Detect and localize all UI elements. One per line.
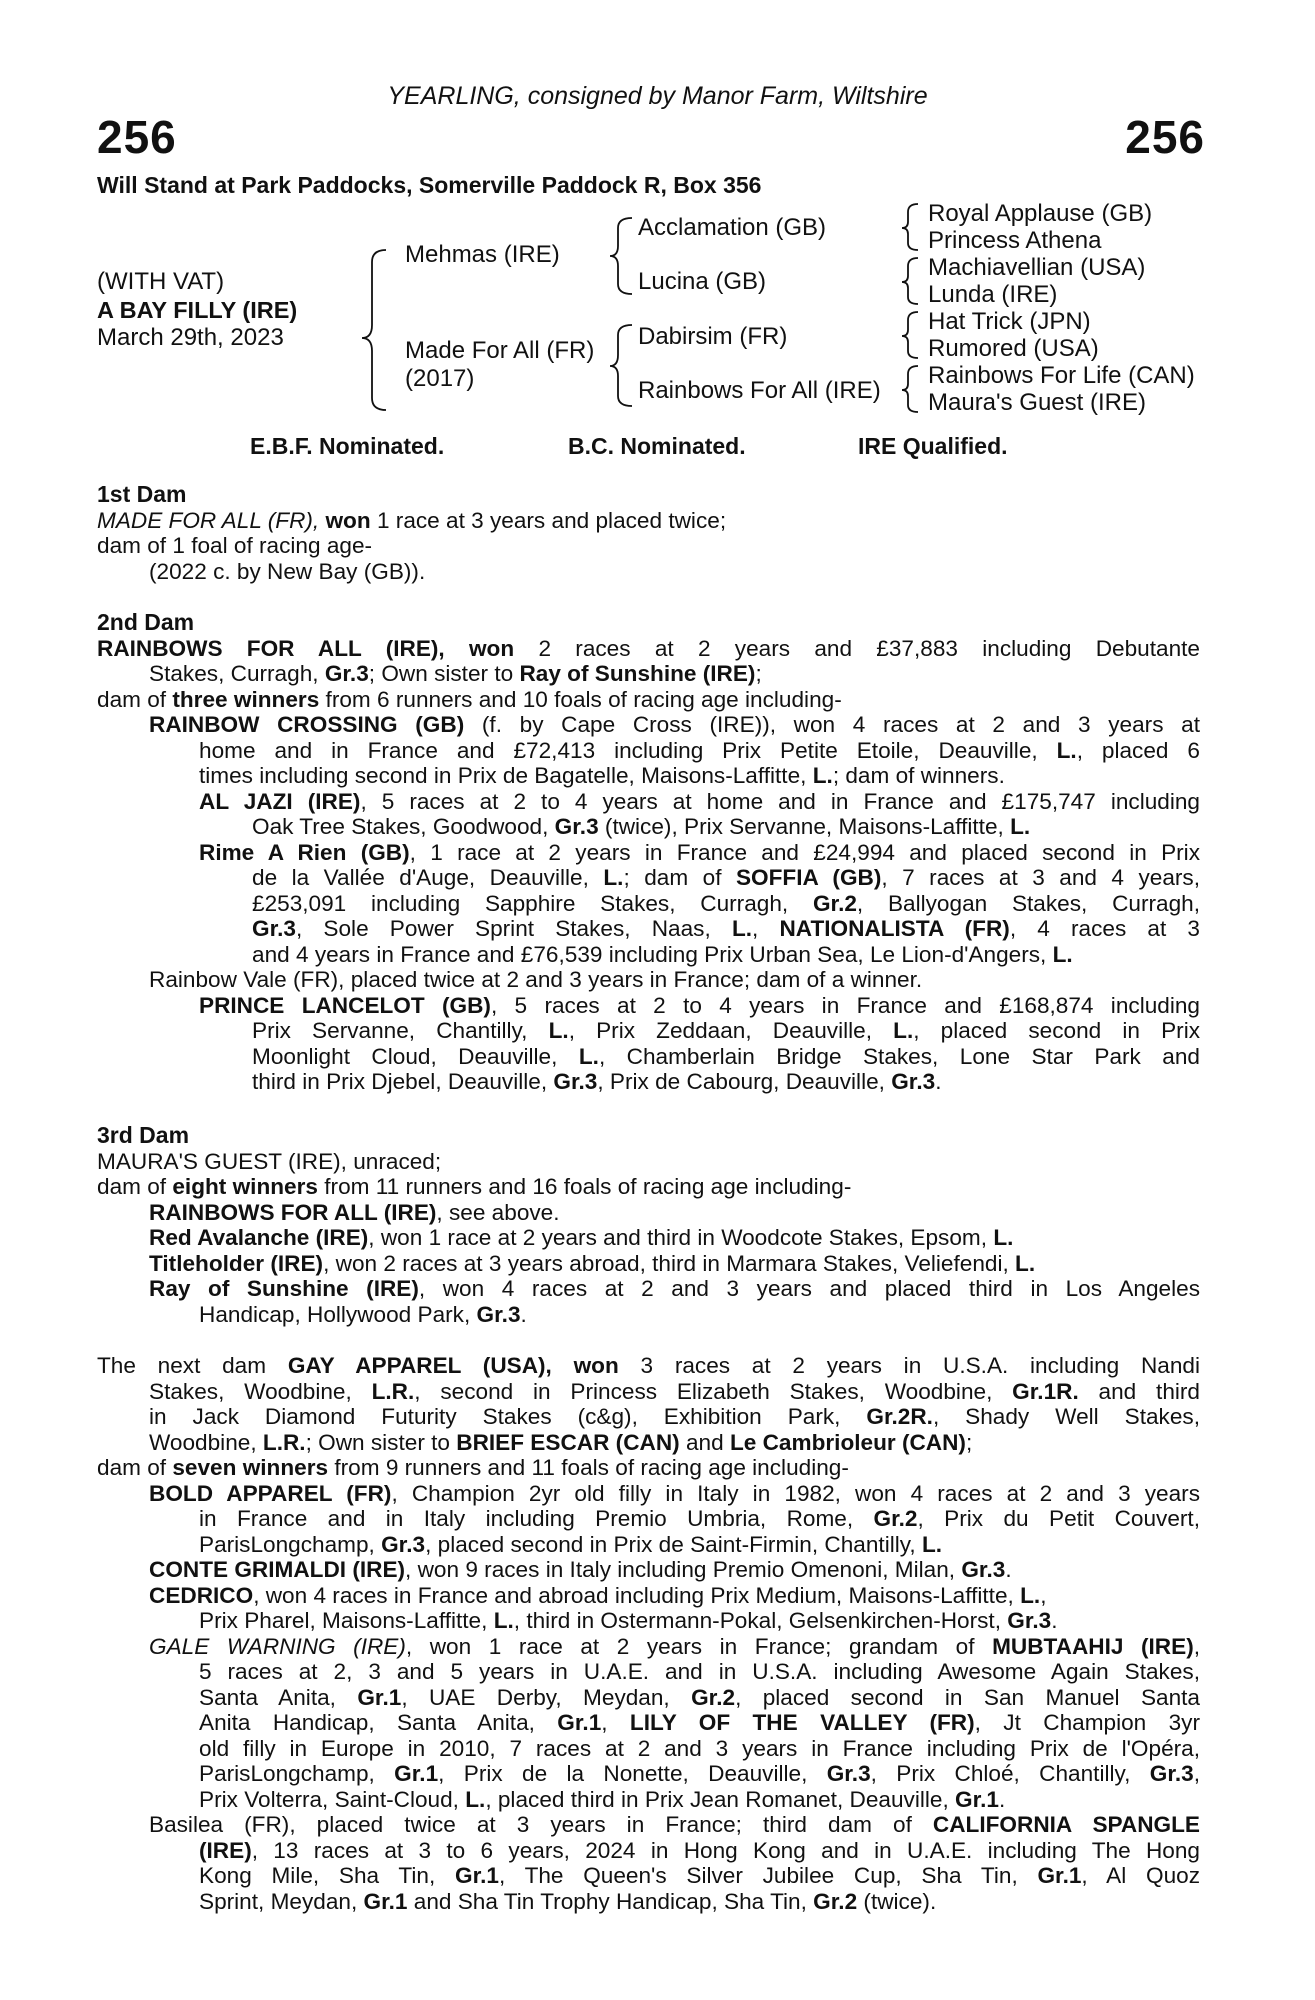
ggp-8: Maura's Guest (IRE) [928,389,1146,416]
dam-dam-name: Rainbows For All (IRE) [638,377,881,404]
first-dam-record: MADE FOR ALL (FR), won 1 race at 3 years and placed twice; [97,507,727,533]
vat-status: (WITH VAT) [97,268,225,295]
second-dam-heading: 2nd Dam [97,609,195,635]
bc-nomination: B.C. Nominated. [568,433,746,459]
second-dam-produce-summary: dam of three winners from 6 runners and 10 foals of racing age including- [97,686,842,712]
produce-cedrico: CEDRICO, won 4 races in France and abroad including Prix Medium, Maisons-Laffitte, L., [149,1582,1047,1608]
produce-gale-warning-cont3: Anita Handicap, Santa Anita, Gr.1, LILY OF THE VALLEY (FR), Jt Champion 3yr [199,1710,1200,1735]
produce-rainbow-crossing-cont2: times including second in Prix de Bagatelle, Maisons-Laffitte, L.; dam of winners. [199,763,1005,788]
produce-prince-lancelot-cont2: Moonlight Cloud, Deauville, L., Chamberlain Bridge Stakes, Lone Star Park and [252,1043,1200,1069]
third-dam-heading: 3rd Dam [97,1122,190,1148]
lot-number-left: 256 [97,111,177,163]
first-dam-foal: (2022 c. by New Bay (GB)). [149,558,426,584]
produce-bold-apparel-cont: in France and in Italy including Premio Umbria, Rome, Gr.2, Prix du Petit Couvert, [199,1506,1200,1531]
produce-ray-of-sunshine: Ray of Sunshine (IRE), won 4 races at 2 and 3 years and placed third in Los Angeles [149,1276,1201,1301]
horse-name: A BAY FILLY (IRE) [97,297,298,323]
produce-rime-a-rien-cont: de la Vallée d'Auge, Deauville, L.; dam of SOFFIA (GB), 7 races at 3 and 4 years, [252,865,1200,890]
produce-basilea-cont3: Sprint, Meydan, Gr.1 and Sha Tin Trophy Handicap, Sha Tin, Gr.2 (twice). [199,1888,937,1914]
next-dam-record-cont3: Woodbine, L.R.; Own sister to BRIEF ESCAR (CAN) and Le Cambrioleur (CAN); [149,1429,973,1455]
third-dam-produce-summary: dam of eight winners from 11 runners and 16 foals of racing age including- [97,1174,852,1199]
next-dam-record: The next dam GAY APPAREL (USA), won 3 races at 2 years in U.S.A. including Nandi [97,1353,1200,1378]
produce-gale-warning: GALE WARNING (IRE), won 1 race at 2 years in France; grandam of MUBTAAHIJ (IRE), [149,1633,1200,1659]
sire-sire-name: Acclamation (GB) [638,214,827,241]
produce-titleholder: Titleholder (IRE), won 2 races at 3 years abroad, third in Marmara Stakes, Veliefendi, L. [149,1250,1036,1276]
sire-dam-name: Lucina (GB) [638,268,767,295]
produce-prince-lancelot: PRINCE LANCELOT (GB), 5 races at 2 to 4 years in France and £168,874 including [199,992,1200,1018]
next-dam-produce-summary: dam of seven winners from 9 runners and 11 foals of racing age including- [97,1455,849,1480]
next-dam-record-cont: Stakes, Woodbine, L.R., second in Princess Elizabeth Stakes, Woodbine, Gr.1R. and third [149,1378,1200,1404]
ggp-7: Rainbows For Life (CAN) [928,362,1195,389]
third-dam-record: MAURA'S GUEST (IRE), unraced; [97,1148,442,1174]
produce-conte-grimaldi: CONTE GRIMALDI (IRE), won 9 races in Italy including Premio Omenoni, Milan, Gr.3. [149,1557,1012,1582]
ggp-1: Royal Applause (GB) [928,200,1153,227]
ebf-nomination: E.B.F. Nominated. [250,433,445,459]
produce-gale-warning-cont2: Santa Anita, Gr.1, UAE Derby, Meydan, Gr.2, placed second in San Manuel Santa [199,1684,1200,1710]
next-dam-section [97,1353,1200,1914]
produce-al-jazi-cont: Oak Tree Stakes, Goodwood, Gr.3 (twice), Prix Servanne, Maisons-Laffitte, L. [252,814,1031,839]
produce-bold-apparel: BOLD APPAREL (FR), Champion 2yr old filly in Italy in 1982, won 4 races at 2 and 3 years [149,1480,1200,1506]
ggp-3: Machiavellian (USA) [928,254,1146,281]
second-dam-record-cont: Stakes, Curragh, Gr.3; Own sister to Ray of Sunshine (IRE); [149,661,762,686]
lot-subtitle: YEARLING, consigned by Manor Farm, Wiltshire [387,82,928,110]
produce-al-jazi: AL JAZI (IRE), 5 races at 2 to 4 years at home and in France and £175,747 including [199,788,1200,814]
next-dam-record-cont2: in Jack Diamond Futurity Stakes (c&g), Exhibition Park, Gr.2R., Shady Well Stakes, [149,1404,1200,1429]
dam-foaled: (2017) [405,365,475,392]
produce-prince-lancelot-cont: Prix Servanne, Chantilly, L., Prix Zeddaan, Deauville, L., placed second in Prix [252,1018,1201,1043]
second-dam-section [97,610,1200,1095]
first-dam-section [97,482,1200,584]
produce-gale-warning-cont: 5 races at 2, 3 and 5 years in U.A.E. and in U.S.A. including Awesome Again Stakes, [199,1659,1200,1684]
dam-name: Made For All (FR) [405,337,595,364]
first-dam-heading: 1st Dam [97,481,187,507]
produce-gale-warning-cont5: ParisLongchamp, Gr.1, Prix de la Nonette, Deauville, Gr.3, Prix Chloé, Chantilly, Gr.3, [199,1761,1200,1786]
third-dam-section [97,1123,1200,1327]
stabling-location: Will Stand at Park Paddocks, Somerville Paddock R, Box 356 [97,172,762,198]
produce-gale-warning-cont6: Prix Volterra, Saint-Cloud, L., placed third in Prix Jean Romanet, Deauville, Gr.1. [199,1786,1006,1812]
produce-ray-of-sunshine-cont: Handicap, Hollywood Park, Gr.3. [199,1301,527,1327]
ire-qualification: IRE Qualified. [858,433,1008,459]
produce-cedrico-cont: Prix Pharel, Maisons-Laffitte, L., third in Ostermann-Pokal, Gelsenkirchen-Horst, Gr.3. [199,1608,1058,1633]
produce-gale-warning-cont4: old filly in Europe in 2010, 7 races at 2 and 3 years in France including Prix de l'Opéra, [199,1735,1200,1761]
produce-rainbow-crossing-cont: home and in France and £72,413 including Prix Petite Etoile, Deauville, L., placed 6 [199,737,1200,763]
produce-basilea: Basilea (FR), placed twice at 3 years in France; third dam of CALIFORNIA SPANGLE [149,1812,1200,1837]
produce-bold-apparel-cont2: ParisLongchamp, Gr.3, placed second in Prix de Saint-Firmin, Chantilly, L. [199,1531,943,1557]
produce-rime-a-rien-cont3: Gr.3, Sole Power Sprint Stakes, Naas, L., NATIONALISTA (FR), 4 races at 3 [252,916,1200,941]
produce-rime-a-rien: Rime A Rien (GB), 1 race at 2 years in France and £24,994 and placed second in Prix [199,839,1201,865]
ggp-5: Hat Trick (JPN) [928,308,1091,335]
produce-rainbows-for-all: RAINBOWS FOR ALL (IRE), see above. [149,1199,560,1225]
produce-rime-a-rien-cont2: £253,091 including Sapphire Stakes, Curragh, Gr.2, Ballyogan Stakes, Curragh, [252,890,1200,916]
produce-red-avalanche: Red Avalanche (IRE), won 1 race at 2 years and third in Woodcote Stakes, Epsom, L. [149,1225,1014,1250]
produce-basilea-cont: (IRE), 13 races at 3 to 6 years, 2024 in Hong Kong and in U.A.E. including The Hong [199,1837,1200,1863]
foaling-date: March 29th, 2023 [97,324,284,351]
dam-sire-name: Dabirsim (FR) [638,323,788,350]
produce-rainbow-crossing: RAINBOW CROSSING (GB) (f. by Cape Cross (IRE)), won 4 races at 2 and 3 years at [149,712,1201,737]
ggp-2: Princess Athena [928,227,1102,254]
produce-rime-a-rien-cont4: and 4 years in France and £76,539 including Prix Urban Sea, Le Lion-d'Angers, L. [252,941,1073,967]
ggp-6: Rumored (USA) [928,335,1099,362]
lot-number-right: 256 [1125,111,1205,163]
second-dam-record: RAINBOWS FOR ALL (IRE), won 2 races at 2 years and £37,883 including Debutante [97,635,1200,661]
produce-basilea-cont2: Kong Mile, Sha Tin, Gr.1, The Queen's Silver Jubilee Cup, Sha Tin, Gr.1, Al Quoz [199,1863,1200,1888]
sire-name: Mehmas (IRE) [405,241,560,268]
produce-prince-lancelot-cont3: third in Prix Djebel, Deauville, Gr.3, Prix de Cabourg, Deauville, Gr.3. [252,1069,942,1094]
first-dam-produce-summary: dam of 1 foal of racing age- [97,533,373,558]
ggp-4: Lunda (IRE) [928,281,1058,308]
produce-rainbow-vale: Rainbow Vale (FR), placed twice at 2 and 3 years in France; dam of a winner. [149,967,923,992]
